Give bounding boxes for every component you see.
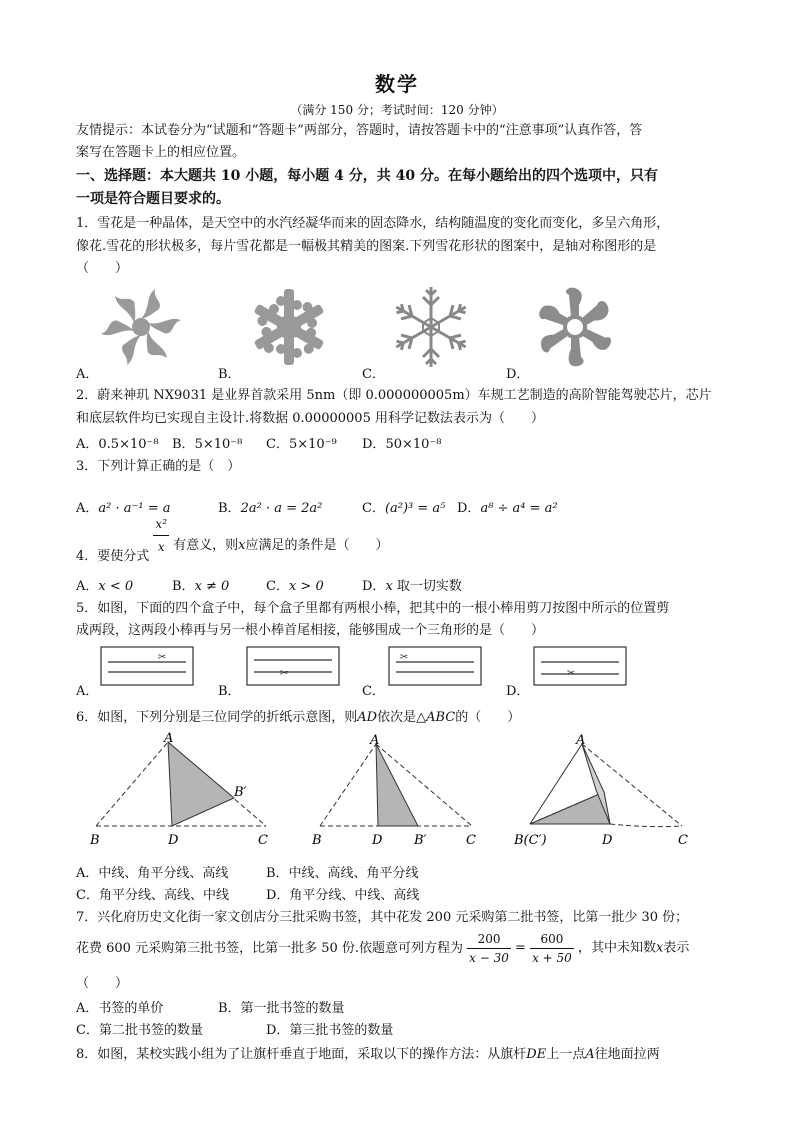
q3-line-1: 3．下列计算正确的是（ ）	[76, 459, 241, 474]
fig2-label-c: C	[466, 833, 476, 848]
fig2-label-a: A	[370, 733, 380, 748]
q2-option-a: A．0.5×10⁻⁸	[76, 437, 159, 452]
q5-box-a-figure	[100, 646, 194, 686]
q2-line-2: 和底层软件均已实现自主设计.将数据 0.00000005 用科学记数法表示为（ ）	[76, 411, 544, 426]
svg-text:✂: ✂	[280, 668, 289, 679]
svg-text:✂: ✂	[567, 668, 576, 679]
q1-option-a: A．	[76, 367, 99, 382]
q1-line-1: 1．雪花是一种晶体，是天空中的水汽经凝华而来的固态降水，结构随温度的变化而变化，多呈六角形，	[76, 216, 670, 231]
q3-option-d: D．a⁸ ÷ a⁴ = a²	[457, 501, 558, 516]
svg-text:✂: ✂	[400, 652, 409, 663]
q1-line-3: （ ）	[76, 261, 129, 276]
section-heading-1: 一、选择题：本大题共 10 小题，每小题 4 分，共 40 分。在每小题给出的四个选项中，只有	[76, 168, 658, 184]
section-heading-2: 一项是符合题目要求的。	[76, 191, 230, 207]
exam-info: （满分 150 分；考试时间：120 分钟）	[290, 103, 504, 117]
q1-option-d: D．	[506, 367, 530, 382]
q1-line-2: 像花.雪花的形状极多，每片雪花都是一幅极其精美的图案.下列雪花形状的图案中，是轴对称图形的是	[76, 239, 657, 254]
q2-option-d: D．50×10⁻⁸	[362, 437, 442, 452]
q5-line-2: 成两段，这两段小棒再与另一根小棒首尾相接，能够围成一个三角形的是（ ）	[76, 623, 545, 638]
q2-option-c: C．5×10⁻⁹	[266, 437, 337, 452]
fig1-label-c: C	[258, 833, 268, 848]
fig1-label-d: D	[168, 833, 179, 848]
q4-line-1: 4．要使分式 $\frac{\text{x²}}{x}$ 有意义，则x应满足的条件是（ ）	[76, 523, 389, 568]
notice-line-2: 案写在答题卡上的相应位置。	[76, 145, 246, 160]
fig2-label-bprime: B′	[414, 833, 427, 848]
fig3-label-c: C	[678, 833, 688, 848]
q4-option-b: B．x ≠ 0	[172, 579, 230, 594]
q4-option-a: A．x < 0	[76, 579, 134, 594]
q5-box-b-figure	[246, 646, 340, 686]
q6-figure-1	[86, 730, 282, 854]
fig2-label-d: D	[372, 833, 383, 848]
notice-line-1: 友情提示：本试卷分为“试题和“答题卡”两部分，答题时，请按答题卡中的“注意事项”认真作答，答	[76, 123, 643, 138]
q6-option-d: D．角平分线、中线、高线	[266, 888, 420, 903]
q7-option-d: D．第三批书签的数量	[266, 1023, 394, 1038]
q1-option-c: C．	[362, 367, 385, 382]
q5-option-b: B．	[218, 684, 241, 699]
snowflake-d-image	[530, 285, 620, 370]
fig3-label-bcprime: B(C′)	[514, 833, 547, 848]
fig3-label-d: D	[602, 833, 613, 848]
q7-option-a: A．书签的单价	[76, 1001, 164, 1016]
q4-option-c: C．x > 0	[266, 579, 324, 594]
fig1-label-bprime: B′	[234, 785, 247, 800]
q7-line-1: 7．兴化府历史文化街一家文创店分三批采购书签，其中花发 200 元采购第二批书签，比第一批少 30 份；	[76, 910, 689, 925]
q6-line-1: 6．如图，下列分别是三位同学的折纸示意图，则AD依次是△ABC的（ ）	[76, 710, 521, 725]
fig1-label-a: A	[164, 731, 174, 746]
fig2-label-b: B	[312, 833, 322, 848]
snowflake-b-image	[244, 285, 334, 370]
q6-option-a: A．中线、角平分线、高线	[76, 866, 229, 881]
q2-line-1: 2．蔚来神玑 NX9031 是业界首款采用 5nm（即 0.000000005m）车规工艺制造的高阶智能驾驶芯片，芯片	[76, 388, 712, 403]
svg-text:✂: ✂	[158, 652, 167, 663]
q7-line-3: （ ）	[76, 976, 129, 991]
q5-line-1: 5．如图，下面的四个盒子中，每个盒子里都有两根小棒，把其中的一根小棒用剪刀按图中所示的位置剪	[76, 601, 670, 616]
q6-option-c: C．角平分线、高线、中线	[76, 888, 229, 903]
snowflake-a-image	[96, 285, 186, 370]
q7-option-c: C．第二批书签的数量	[76, 1023, 203, 1038]
q6-figure-3	[510, 730, 706, 854]
q5-option-d: D．	[506, 684, 530, 699]
q8-line-1: 8．如图，某校实践小组为了让旗杆垂直于地面，采取以下的操作方法：从旗杆DE上一点A往地面拉两	[76, 1047, 660, 1062]
q7-option-b: B．第一批书签的数量	[218, 1001, 345, 1016]
q4-fraction: $\frac{\text{x²}}{x}$	[153, 513, 169, 558]
snowflake-c-image	[386, 285, 476, 370]
q7-fraction-left: $\frac{200}{x - 30}$	[469, 932, 509, 965]
q5-box-c-figure	[388, 646, 482, 686]
q7-line-2: 花费 600 元采购第三批书签，比第一批多 50 份.依题意可列方程为 $\frac{200}{x - 30}$ = $\frac{600}{x + 50}$ ，其中未知数x表示	[76, 932, 690, 965]
q3-option-b: B．2a² · a = 2a²	[218, 501, 323, 516]
q2-option-b: B．5×10⁻⁸	[172, 437, 243, 452]
q5-option-c: C．	[362, 684, 385, 699]
fig3-label-a: A	[576, 733, 586, 748]
q5-option-a: A．	[76, 684, 99, 699]
q1-option-b: B．	[218, 367, 241, 382]
fig1-label-b: B	[90, 833, 100, 848]
q5-box-d-figure	[533, 646, 627, 686]
q3-option-a: A．a² · a⁻¹ = a	[76, 501, 171, 516]
q7-fraction-right: $\frac{600}{x + 50}$	[532, 932, 572, 965]
q3-option-c: C．(a²)³ = a⁵	[362, 501, 446, 516]
q4-option-d: D．x 取一切实数	[362, 579, 462, 594]
page-title: 数学	[375, 72, 419, 96]
q6-option-b: B．中线、高线、角平分线	[266, 866, 419, 881]
q6-figure-2	[306, 730, 492, 854]
